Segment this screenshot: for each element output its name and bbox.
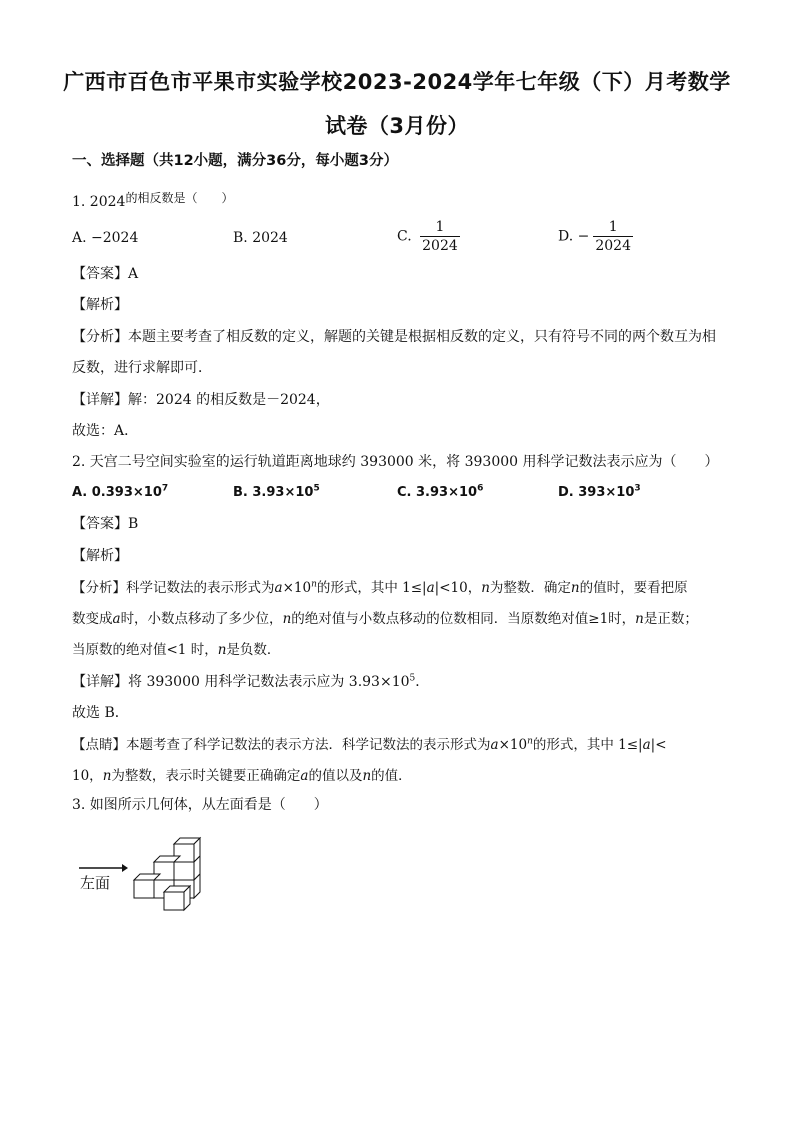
q2-analysis-heading: 【解析】 [72,548,128,564]
q1-fenxi-line2: 反数，进行求解即可． [72,360,212,376]
q2-fenxi-line3: 当原数的绝对值<1 时，n是负数． [72,642,281,658]
q2-choice: 故选 B． [72,705,129,721]
section-heading: 一、选择题（共12小题，满分36分，每小题3分） [72,153,398,169]
q3-stem: 3. 如图所示几何体，从左面看是（ ） [72,797,328,813]
q3-figure-arrow [78,862,128,874]
q2-stem: 2. 天宫二号空间实验室的运行轨道距离地球约 393000 米，将 393000 用科学记数法表示应为（ ） [72,454,719,470]
q2-answer: 【答案】B [72,516,139,532]
q1-option-a: A. −2024 [72,230,139,246]
q2-dianjing-line2: 10，n为整数，表示时关键要正确确定a的值以及n的值． [72,768,412,784]
q1-fenxi-line1: 【分析】本题主要考查了相反数的定义，解题的关键是根据相反数的定义，只有符号不同的两个数互为相 [72,329,716,345]
doc-title-line2: 试卷（3月份） [324,114,470,138]
q1-choice: 故选：A． [72,423,139,439]
q1-analysis-heading: 【解析】 [72,297,128,313]
q2-option-c: C. $3.93\times 10^6$ [397,483,484,500]
q2-fenxi-line1: 【分析】科学记数法的表示形式为$a\times 10^n$的形式，其中 1≤|a|<10，n为整数．确定n的值时，要看把原 [72,579,688,596]
q1-option-c: C. $\frac{1}{2024}$ [397,219,458,254]
doc-title-line1: 广西市百色市平果市实验学校2023-2024学年七年级（下）月考数学 [63,70,731,94]
q3-figure-label: 左面 [80,874,111,892]
q3-cube-stack-figure [132,834,222,914]
q2-detail: 【详解】将 393000 用科学记数法表示应为 $3.93\times 10^5$． [72,673,430,690]
q2-fenxi-line2: 数变成a时，小数点移动了多少位，n的绝对值与小数点移动的位数相同．当原数绝对值≥1时，n是正数； [72,611,698,627]
q1-stem: 1. 2024的相反数是（ ） [72,191,234,210]
q1-option-d-fraction: $\frac{1}{2024}$ [595,219,631,254]
q2-dianjing-line1: 【点睛】本题考查了科学记数法的表示方法．科学记数法的表示形式为$a\times 10^n$的形式，其中 1≤|a|< [72,736,667,753]
q1-option-c-fraction: $\frac{1}{2024}$ [422,219,458,254]
q2-option-d: D. $393\times 10^3$ [558,483,641,500]
q1-option-d: D. − $\frac{1}{2024}$ [558,219,631,254]
q1-option-b: B. 2024 [233,230,288,246]
q2-option-a: A. $0.393\times 10^7$ [72,483,169,500]
q1-detail: 【详解】解：2024 的相反数是－2024， [72,392,330,408]
q2-option-b: B. $3.93\times 10^5$ [233,483,320,500]
q1-answer: 【答案】A [72,266,139,282]
